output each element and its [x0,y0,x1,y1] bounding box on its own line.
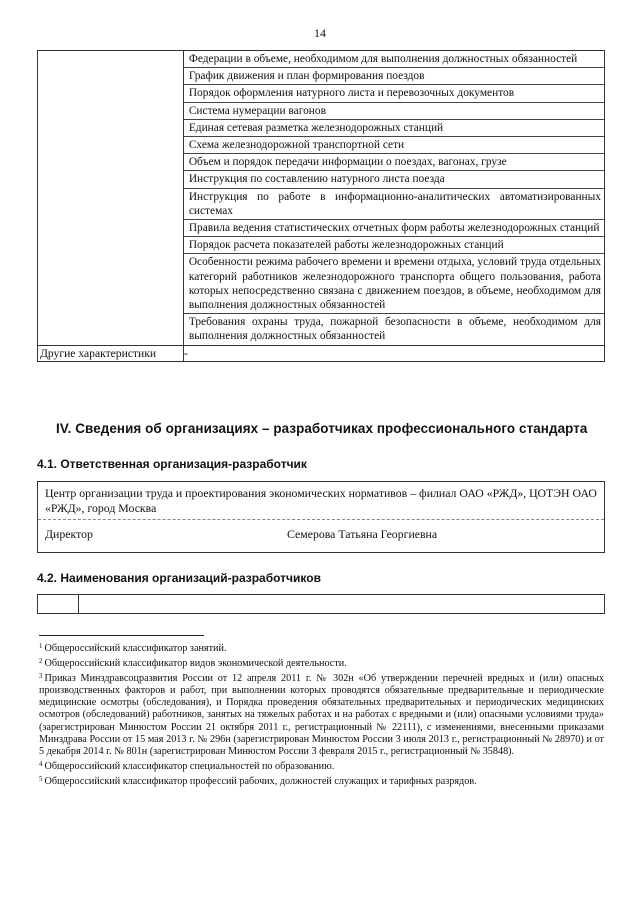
developers-number-cell [38,595,79,613]
subsection-title-developers: 4.2. Наименования организаций-разработчиков [37,571,321,585]
other-characteristics-label: Другие характеристики [38,345,184,361]
developers-table-row [37,594,605,614]
table-row: Порядок оформления натурного листа и перевозочных документов [184,85,604,102]
footnote [39,773,604,788]
footnote-separator [39,635,204,636]
table-row: Инструкция по составлению натурного листа поезда [184,171,604,188]
footnote-number: 3 [39,672,43,681]
section-title: IV. Сведения об организациях – разработчиках профессионального стандарта [56,421,588,436]
table-row: Инструкция по работе в информационно-аналитических автоматизированных системах [184,189,604,220]
footnotes [39,640,604,788]
table-row: Схема железнодорожной транспортной сети [184,137,604,154]
footnote [39,670,604,758]
footnote-number: 4 [39,759,43,768]
footnote-number: 2 [39,657,43,666]
page-number: 14 [314,26,326,40]
table-row: Правила ведения статистических отчетных форм работы железнодорожных станций [184,220,604,237]
footnote-text: Приказ Минздравсоцразвития России от 12 апреля 2011 г. № 302н «Об утверждении перечней вредных и (или) опасных производственных факторов и работ, при выполнении которых проводятся обязательные предварительные и периодические медицинские осмотры (обследования), и Порядка проведения обязательных предварительных и периодических медицинских осмотров (обследований) работников, занятых на тяжелых работах и на работах с вредными и (или) опасными условиями труда» (зарегистрирован Минюстом России 21 октября 2011 г., регистрационный № 22111), с изменениями, внесенными приказами Минздрава России от 15 мая 2013 г. № 296н (зарегистрирован Минюстом России 3 июля 2013 г., регистрационный № 28970) и от 5 декабря 2014 г. № 801н (зарегистрирован Минюстом России 3 февраля 2015 г., регистрационный № 35848). [39,673,604,757]
footnote-text: Общероссийский классификатор специальностей по образованию. [44,760,335,772]
table-items-cell [183,51,604,346]
footnote-number: 1 [39,642,43,650]
org-role: Директор [45,527,93,541]
table-left-cell [38,51,184,346]
footnote [39,758,604,773]
responsible-org-box [37,481,605,553]
table-row: Требования охраны труда, пожарной безопасности в объеме, необходимом для выполнения должностных обязанностей [188,316,601,343]
divider [38,519,604,520]
table-row: Единая сетевая разметка железнодорожных станций [184,120,604,137]
footnote-text: Общероссийский классификатор занятий. [44,643,227,654]
footnote [39,655,604,670]
footnote [39,640,604,655]
table-row: Федерации в объеме, необходимом для выполнения должностных обязанностей [184,51,604,68]
org-name: Центр организации труда и проектирования экономических нормативов – филиал ОАО «РЖД», ЦОТЭН ОАО «РЖД», город Москва [45,486,597,515]
footnote-text: Общероссийский классификатор видов экономической деятельности. [44,658,347,670]
table-row: Система нумерации вагонов [184,103,604,120]
org-person: Семерова Татьяна Георгиевна [287,527,438,541]
table-row: Порядок расчета показателей работы железнодорожных станций [184,237,604,254]
table-row: Объем и порядок передачи информации о поездах, вагонах, грузе [184,154,604,171]
subsection-title-responsible: 4.1. Ответственная организация-разработчик [37,457,307,471]
footnote-number: 5 [39,774,43,783]
other-characteristics-value: - [183,345,604,361]
knowledge-table [37,50,605,362]
table-row: График движения и план формирования поездов [184,68,604,85]
footnote-text: Общероссийский классификатор профессий рабочих, должностей служащих и тарифных разрядов. [44,775,477,787]
table-row: Особенности режима рабочего времени и времени отдыха, условий труда отдельных категорий работников железнодорожного транспорта общего пользования, работа которых непосредственно связана с движением поездов, в объеме, необходимом для выполнения должностных обязанностей [184,254,604,314]
